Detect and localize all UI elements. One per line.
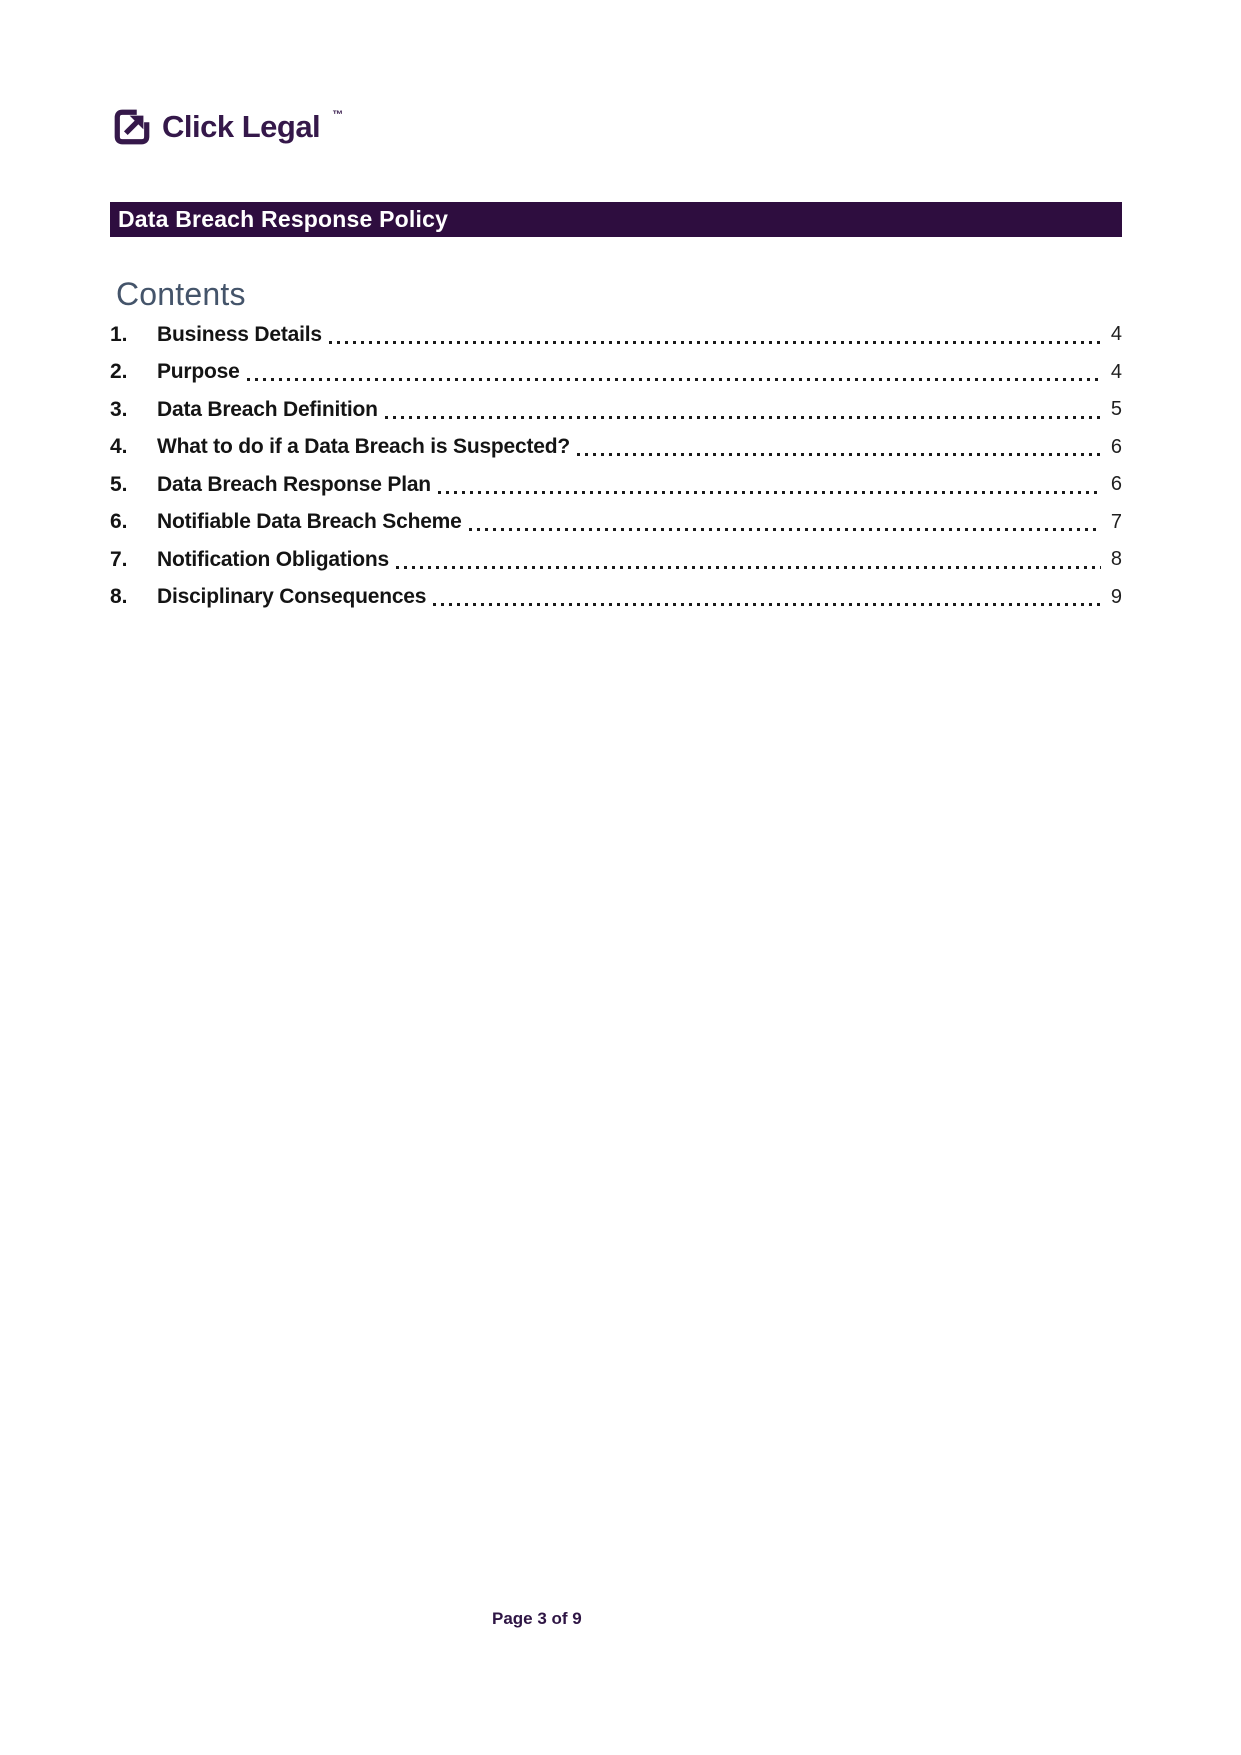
toc-dotted-leader (577, 453, 1101, 456)
toc-entry-page: 9 (1110, 585, 1122, 608)
toc-entry-number: 2. (110, 360, 128, 384)
toc-entry-label[interactable]: Data Breach Response Plan (157, 472, 431, 496)
toc-entry[interactable] (110, 316, 1122, 354)
logo-wordmark: Click Legal (162, 109, 321, 144)
toc-entry-page: 8 (1110, 548, 1122, 571)
toc-entry[interactable] (110, 354, 1122, 392)
toc-entry[interactable] (110, 504, 1122, 542)
toc-entry[interactable] (110, 391, 1122, 429)
toc-entry-page: 4 (1110, 323, 1122, 346)
document-title-banner (110, 202, 1122, 237)
page-number-footer: Page 3 of 9 (492, 1609, 582, 1628)
contents-heading: Contents (116, 276, 246, 312)
toc-entry-page: 5 (1110, 398, 1122, 421)
trademark-symbol: ™ (332, 109, 344, 121)
click-legal-logo (113, 108, 342, 146)
toc-entry-number: 3. (110, 397, 128, 421)
toc-entry[interactable] (110, 429, 1122, 467)
toc-dotted-leader (247, 378, 1101, 381)
toc-entry-label[interactable]: Disciplinary Consequences (157, 585, 427, 609)
toc-entry-label[interactable]: Notifiable Data Breach Scheme (157, 510, 462, 534)
toc-entry-number: 1. (110, 322, 128, 346)
toc-dotted-leader (329, 341, 1101, 344)
toc-entry[interactable] (110, 466, 1122, 504)
toc-entry-label[interactable]: Notification Obligations (157, 547, 390, 571)
table-of-contents (110, 316, 1122, 616)
toc-entry-number: 8. (110, 585, 128, 609)
external-link-arrow-icon (113, 108, 151, 146)
toc-entry-label[interactable]: What to do if a Data Breach is Suspected? (157, 435, 571, 459)
toc-entry[interactable] (110, 541, 1122, 579)
toc-entry-number: 7. (110, 547, 128, 571)
document-title: Data Breach Response Policy (118, 206, 449, 232)
toc-entry-page: 6 (1110, 473, 1122, 496)
toc-dotted-leader (433, 603, 1101, 606)
toc-entry-label[interactable]: Data Breach Definition (157, 397, 378, 421)
toc-entry-label[interactable]: Purpose (157, 360, 240, 384)
toc-entry-label[interactable]: Business Details (157, 322, 322, 346)
toc-entry-page: 6 (1110, 435, 1122, 458)
toc-entry-page: 7 (1110, 510, 1122, 533)
toc-entry-page: 4 (1110, 360, 1122, 383)
toc-entry-number: 4. (110, 435, 128, 459)
toc-dotted-leader (385, 416, 1101, 419)
toc-entry[interactable] (110, 579, 1122, 617)
toc-dotted-leader (438, 491, 1101, 494)
toc-dotted-leader (396, 566, 1101, 569)
toc-dotted-leader (469, 528, 1101, 531)
toc-entry-number: 6. (110, 510, 128, 534)
toc-entry-number: 5. (110, 472, 128, 496)
